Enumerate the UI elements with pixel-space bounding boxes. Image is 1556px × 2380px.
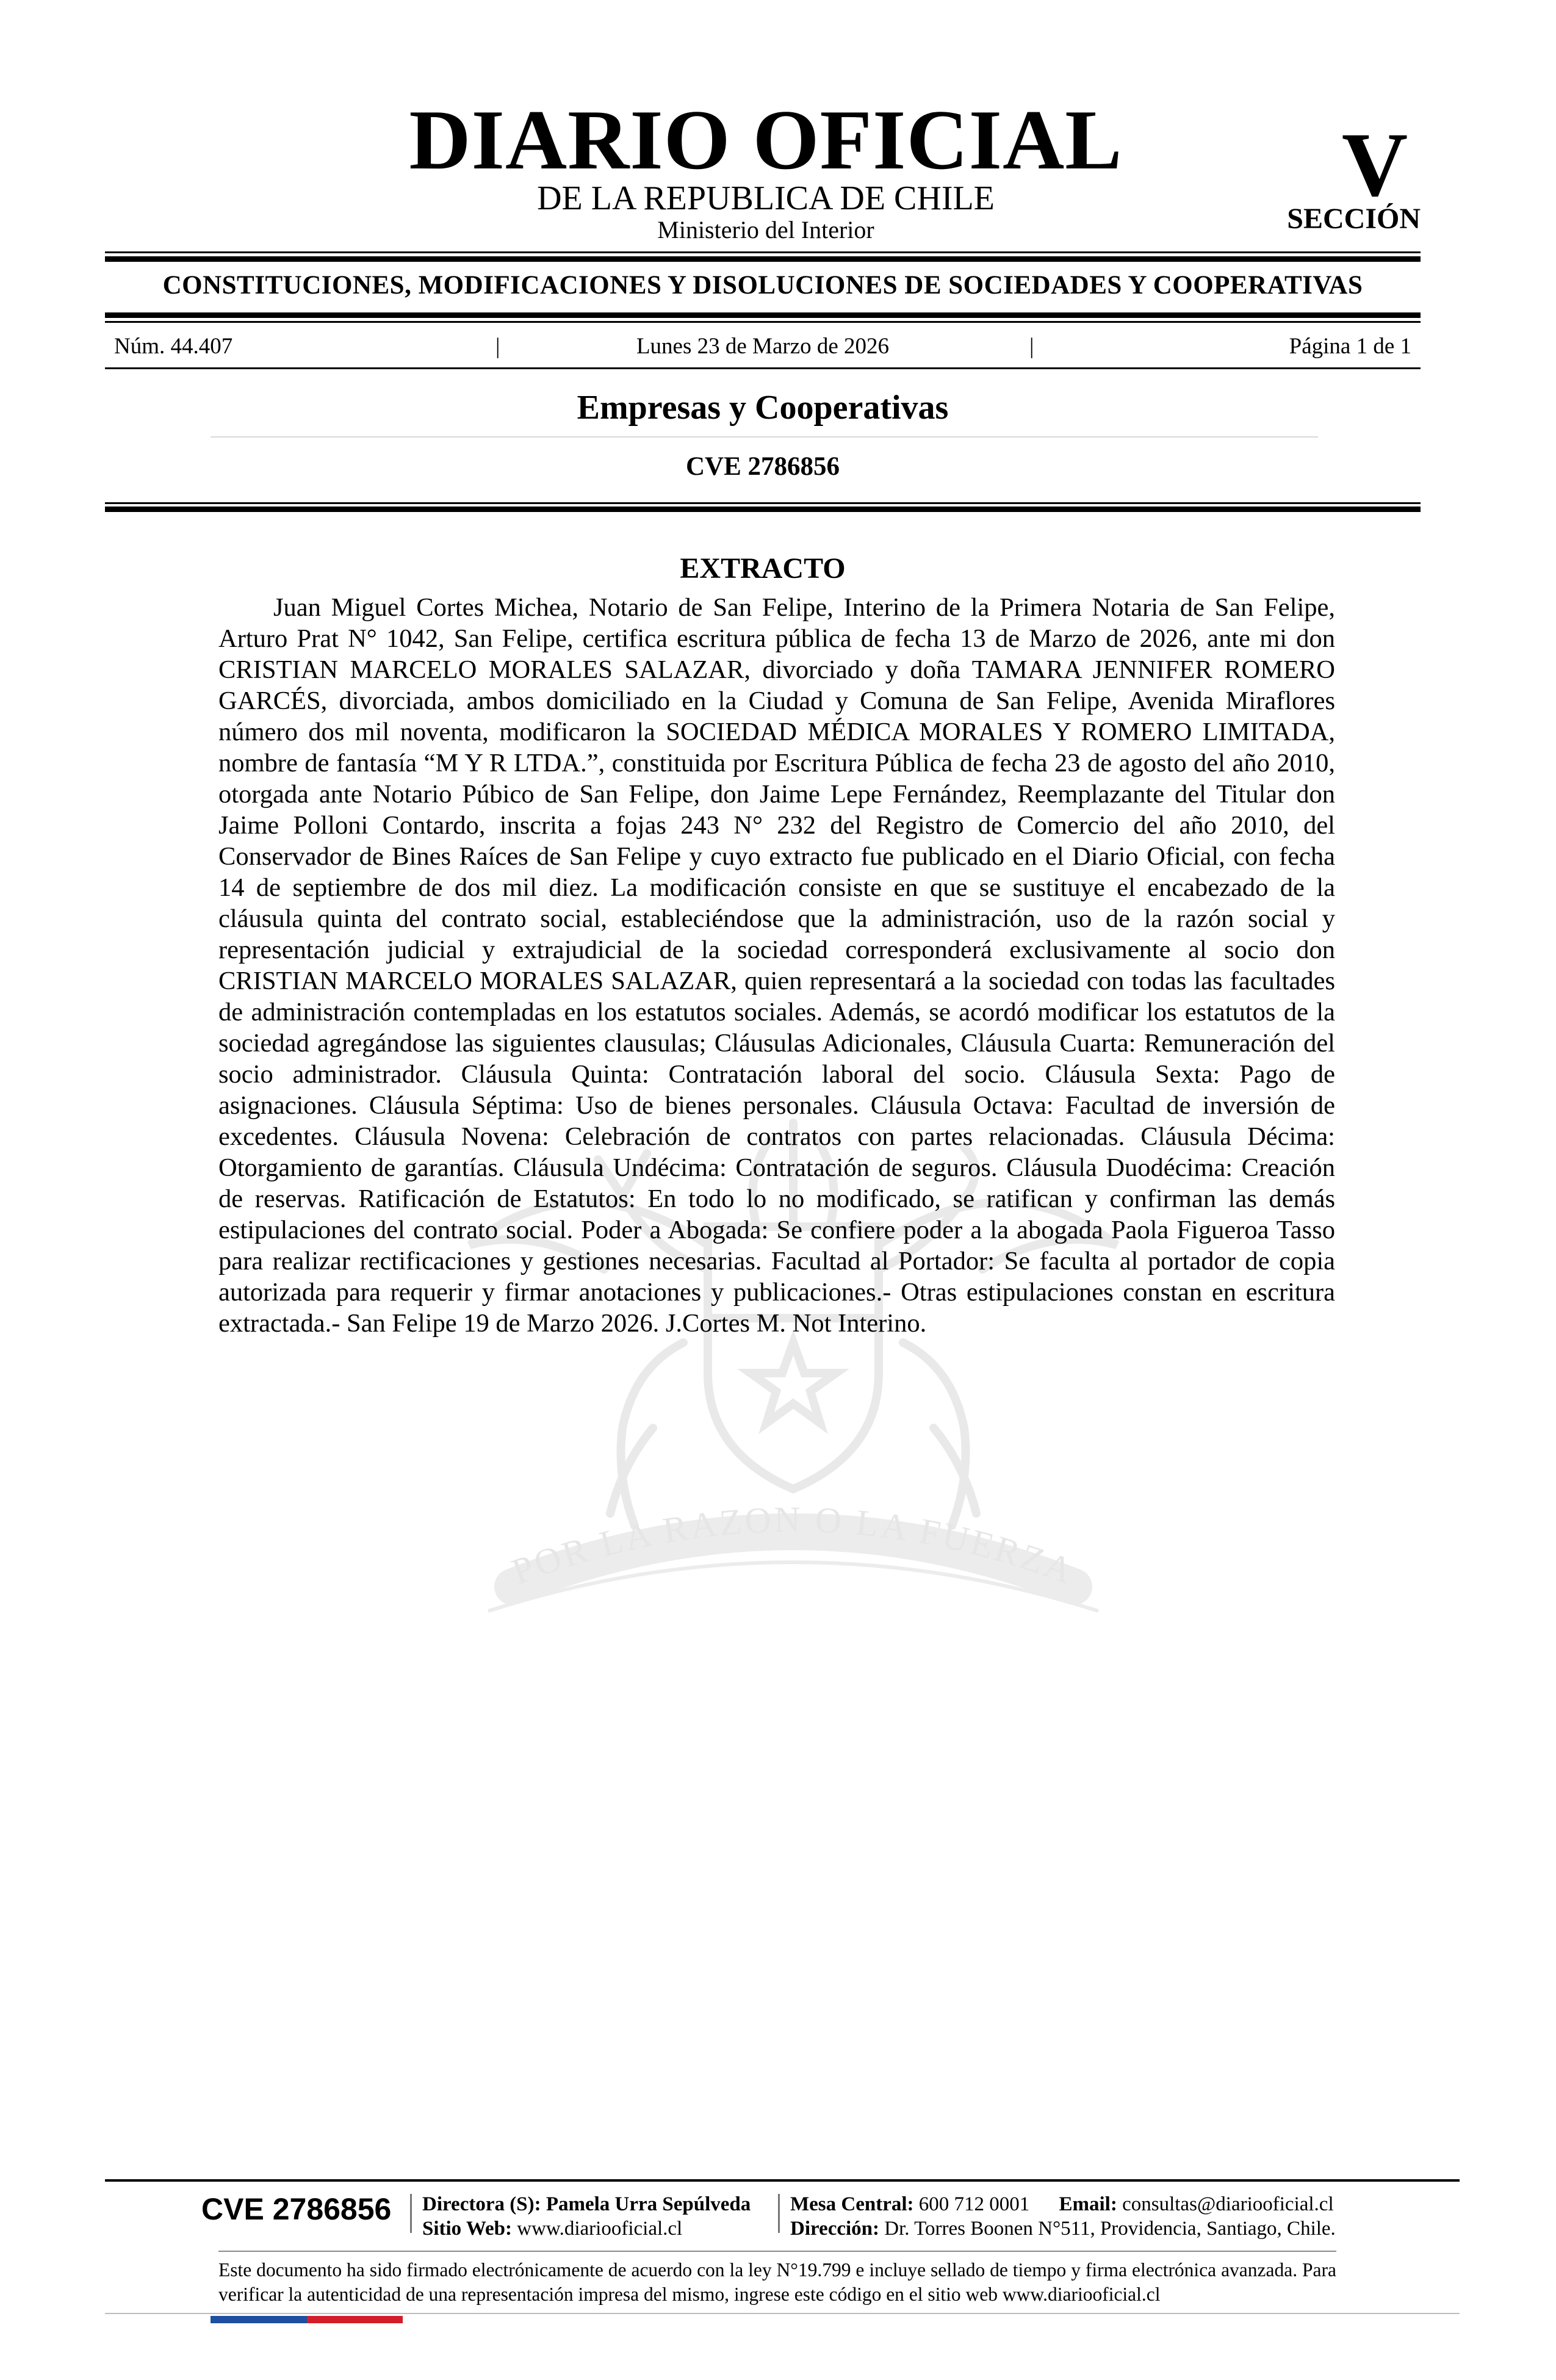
footer-rule: [105, 2179, 1460, 2182]
issue-separator: |: [495, 334, 500, 359]
email-label: Email:: [1059, 2193, 1117, 2215]
newspaper-title: DIARIO OFICIAL: [409, 93, 1123, 187]
section-word: SECCIÓN: [1287, 203, 1421, 235]
footer-separator: [778, 2194, 780, 2233]
header-rule: [105, 251, 1421, 253]
footer-divider: [218, 2251, 1336, 2252]
phone-number: 600 712 0001: [918, 2193, 1030, 2215]
address-text: Dr. Torres Boonen N°511, Providencia, Santiago, Chile.: [884, 2218, 1336, 2240]
footer-bottom-rule: [105, 2313, 1460, 2314]
newspaper-subtitle: DE LA REPUBLICA DE CHILE: [537, 179, 995, 217]
website-link[interactable]: www.diariooficial.cl: [517, 2218, 683, 2240]
flag-red-segment: [307, 2316, 403, 2323]
section-letter: V: [1341, 114, 1408, 215]
header-rule-thick: [105, 256, 1421, 262]
issue-separator: |: [1029, 334, 1034, 359]
email-link[interactable]: consultas@diariooficial.cl: [1122, 2193, 1334, 2215]
footer-director-block: [422, 2192, 751, 2241]
issue-bar: [105, 328, 1421, 365]
director-label: Directora (S):: [422, 2193, 541, 2215]
director-name: Pamela Urra Sepúlveda: [546, 2193, 751, 2215]
issue-rule: [105, 367, 1421, 369]
category-heading: Empresas y Cooperativas: [577, 389, 949, 427]
cve-code: CVE 2786856: [685, 452, 840, 481]
flag-blue-segment: [211, 2316, 307, 2323]
footer-separator: [410, 2194, 412, 2233]
section-title: CONSTITUCIONES, MODIFICACIONES Y DISOLUCIONES DE SOCIEDADES Y COOPERATIVAS: [162, 271, 1363, 300]
footer-contact-block: [790, 2192, 1336, 2241]
document-heading: EXTRACTO: [680, 552, 846, 585]
watermark-motto: POR LA RAZON O LA FUERZA: [506, 1499, 1080, 1592]
issue-date: Lunes 23 de Marzo de 2026: [636, 334, 890, 359]
address-label: Dirección:: [790, 2218, 880, 2240]
cve-rule-thick: [105, 507, 1421, 512]
signature-notice: Este documento ha sido firmado electrónicamente de acuerdo con la ley N°19.799 e incluye sellado de tiempo y firma electrónica avanzada. Para verificar la autenticidad de una representación impresa del mismo, ingrese este código en el sitio web www.diariooficial.cl: [218, 2259, 1336, 2305]
issue-page: Página 1 de 1: [1289, 334, 1411, 359]
cve-rule: [105, 502, 1421, 504]
ministry-label: Ministerio del Interior: [657, 216, 874, 243]
section-rule: [105, 321, 1421, 323]
category-divider: [211, 436, 1318, 438]
extract-body: Juan Miguel Cortes Michea, Notario de San Felipe, Interino de la Primera Notaria de San Felipe, Arturo Prat N° 1042, San Felipe, certifica escritura pública de fecha 13 de Marzo de 2026, ante mi don CRISTIAN MARCELO MORALES SALAZAR, divorciado y doña TAMARA JENNIFER ROMERO GARCÉS, divorciada, ambos domiciliado en la Ciudad y Comuna de San Felipe, Avenida Miraflores número dos mil noventa, modificaron la SOCIEDAD MÉDICA MORALES Y ROMERO LIMITADA, nombre de fantasía “M Y R LTDA.”, constituida por Escritura Pública de fecha 23 de agosto del año 2010, otorgada ante Notario Púbico de San Felipe, don Jaime Lepe Fernández, Reemplazante del Titular don Jaime Polloni Contardo, inscrita a fojas 243 N° 232 del Registro de Comercio del año 2010, del Conservador de Bines Raíces de San Felipe y cuyo extracto fue publicado en el Diario Oficial, con fecha 14 de septiembre de dos mil diez. La modificación consiste en que se sustituye el encabezado de la cláusula quinta del contrato social, estableciéndose que la administración, uso de la razón social y representación judicial y extrajudicial de la sociedad corresponderá exclusivamente al socio don CRISTIAN MARCELO MORALES SALAZAR, quien representará a la sociedad con todas las facultades de administración contempladas en los estatutos sociales. Además, se acordó modificar los estatutos de la sociedad agregándose las siguientes clausulas; Cláusulas Adicionales, Cláusula Cuarta: Remuneración del socio administrador. Cláusula Quinta: Contratación laboral del socio. Cláusula Sexta: Pago de asignaciones. Cláusula Séptima: Uso de bienes personales. Cláusula Octava: Facultad de inversión de excedentes. Cláusula Novena: Celebración de contratos con partes relacionadas. Cláusula Décima: Otorgamiento de garantías. Cláusula Undécima: Contratación de seguros. Cláusula Duodécima: Creación de reservas. Ratificación de Estatutos: En todo lo no modificado, se ratifican y confirman las demás estipulaciones del contrato social. Poder a Abogada: Se confiere poder a la abogada Paola Figueroa Tasso para realizar rectificaciones y gestiones necesarias. Facultad al Portador: Se faculta al portador de copia autorizada para requerir y firmar anotaciones y publicaciones.- Otras estipulaciones constan en escritura extractada.- San Felipe 19 de Marzo 2026. J.Cortes M. Not Interino.: [218, 593, 1335, 1338]
footer-cve: CVE 2786856: [201, 2192, 392, 2226]
phone-label: Mesa Central:: [790, 2193, 914, 2215]
website-label: Sitio Web:: [422, 2218, 513, 2240]
flag-stripe: [211, 2316, 403, 2323]
section-rule-thick: [105, 312, 1421, 318]
masthead: [0, 92, 1556, 244]
issue-number: Núm. 44.407: [114, 334, 233, 359]
